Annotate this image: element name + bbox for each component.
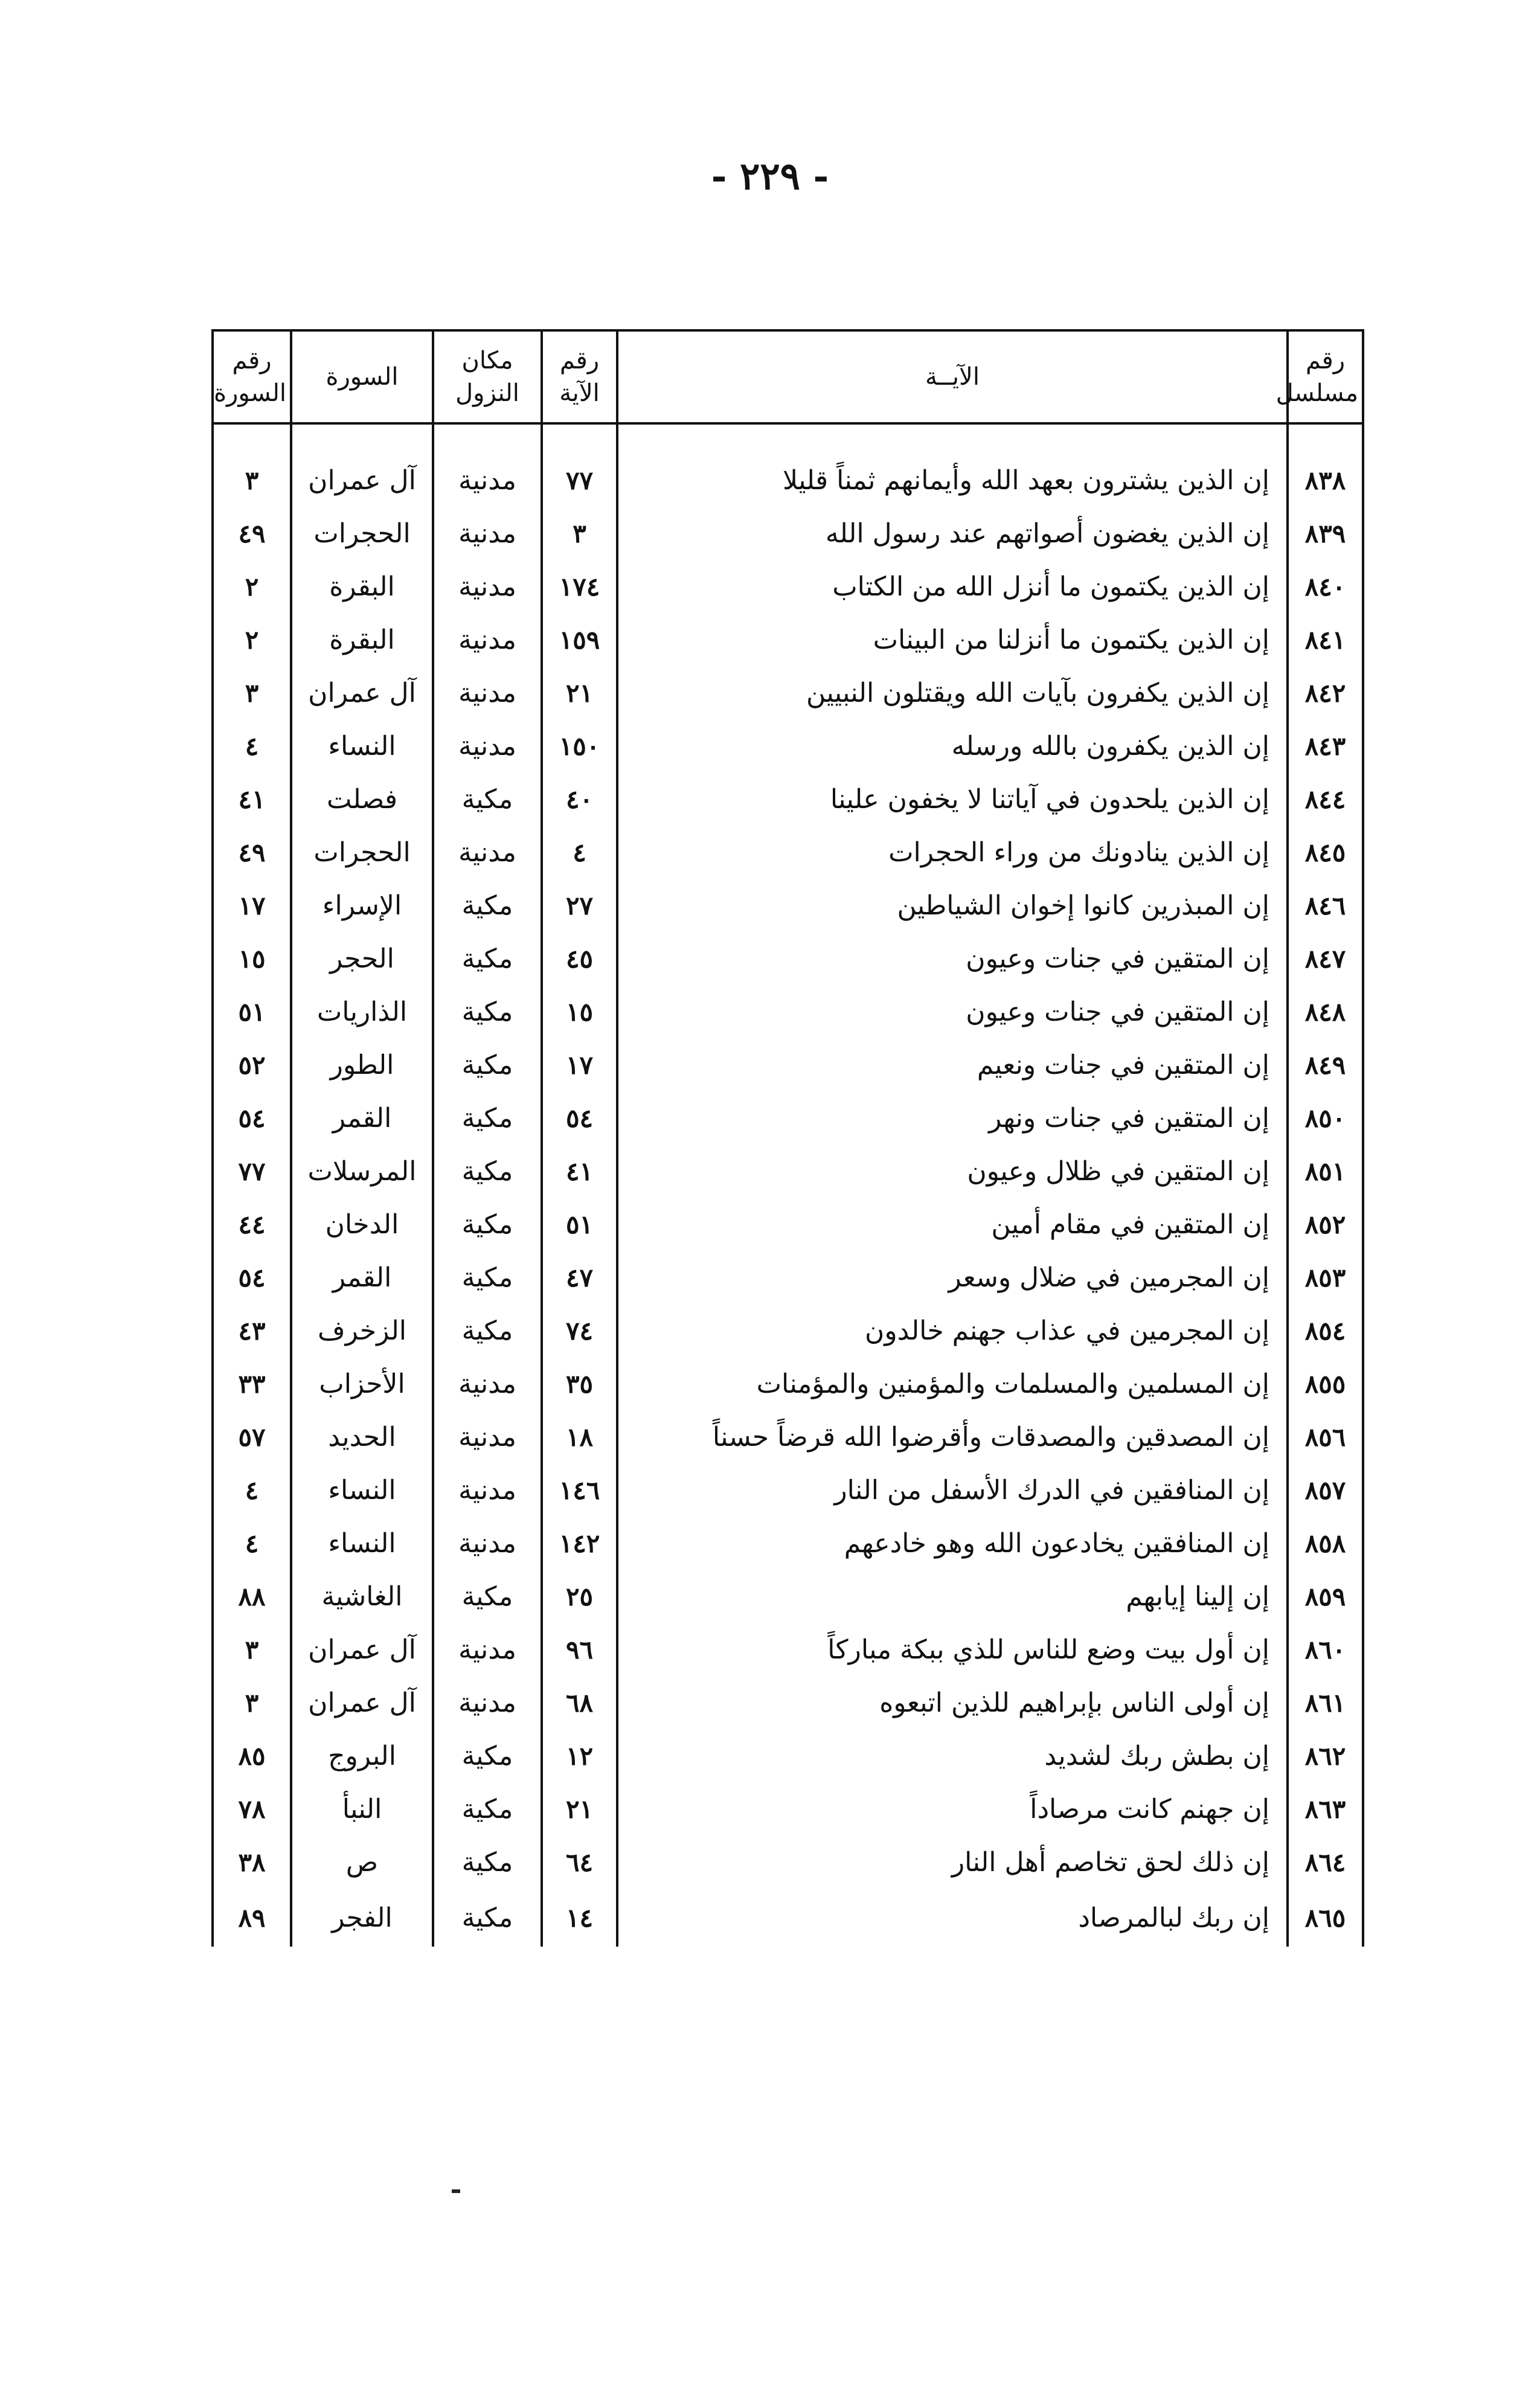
revelation-place-cell: مكية: [433, 1145, 542, 1198]
revelation-place-cell: مكية: [433, 1729, 542, 1782]
revelation-place-cell: مكية: [433, 932, 542, 985]
surah-number-cell: ٤٤: [213, 1198, 291, 1251]
revelation-place-cell: مدنية: [433, 454, 542, 507]
surah-name-cell: الذاريات: [291, 985, 433, 1038]
revelation-place-cell: مكية: [433, 1835, 542, 1889]
surah-name-cell: الحجرات: [291, 826, 433, 879]
serial-cell: ٨٥١: [1288, 1145, 1363, 1198]
surah-name-cell: الطور: [291, 1038, 433, 1091]
serial-cell: ٨٥٧: [1288, 1463, 1363, 1517]
ayah-number-cell: ٤: [542, 826, 617, 879]
ayah-text-cell: إن أولى الناس بإبراهيم للذين اتبعوه: [617, 1676, 1288, 1729]
ayah-number-cell: ١٧٤: [542, 560, 617, 613]
table-row: [213, 666, 1363, 719]
header-ayah-number: رقم الآية: [542, 330, 617, 423]
table-row: [213, 1304, 1363, 1357]
revelation-place-cell: مدنية: [433, 1517, 542, 1570]
ayah-text-cell: إن المتقين في جنات وعيون: [617, 985, 1288, 1038]
ayah-text-cell: إن المتقين في ظلال وعيون: [617, 1145, 1288, 1198]
revelation-place-cell: مكية: [433, 1304, 542, 1357]
surah-number-cell: ٤٩: [213, 507, 291, 560]
surah-name-cell: الحجر: [291, 932, 433, 985]
surah-name-cell: النساء: [291, 1463, 433, 1517]
ayah-number-cell: ١٤٢: [542, 1517, 617, 1570]
surah-name-cell: المرسلات: [291, 1145, 433, 1198]
surah-name-cell: الغاشية: [291, 1570, 433, 1623]
ayah-text-cell: إن الذين يكفرون بآيات الله ويقتلون النبيين: [617, 666, 1288, 719]
ayah-text-cell: إن المبذرين كانوا إخوان الشياطين: [617, 879, 1288, 932]
ayah-number-cell: ٢٥: [542, 1570, 617, 1623]
ayah-text-cell: إن الذين يلحدون في آياتنا لا يخفون علينا: [617, 772, 1288, 826]
ayah-text-cell: إن المجرمين في عذاب جهنم خالدون: [617, 1304, 1288, 1357]
surah-number-cell: ٤: [213, 1463, 291, 1517]
serial-cell: ٨٤٨: [1288, 985, 1363, 1038]
revelation-place-cell: مدنية: [433, 826, 542, 879]
table-row: [213, 1676, 1363, 1729]
revelation-place-cell: مكية: [433, 772, 542, 826]
surah-number-cell: ٧٨: [213, 1782, 291, 1835]
surah-name-cell: الدخان: [291, 1198, 433, 1251]
serial-cell: ٨٤٣: [1288, 719, 1363, 772]
ayah-text-cell: إن الذين يكتمون ما أنزل الله من الكتاب: [617, 560, 1288, 613]
ayah-number-cell: ٦٨: [542, 1676, 617, 1729]
surah-number-cell: ٤: [213, 719, 291, 772]
table-row: [213, 1782, 1363, 1835]
ayah-number-cell: ٢٧: [542, 879, 617, 932]
spacer-cell: [617, 423, 1288, 454]
ayah-number-cell: ١٨: [542, 1410, 617, 1463]
table-row: [213, 1517, 1363, 1570]
surah-name-cell: الحديد: [291, 1410, 433, 1463]
serial-cell: ٨٤٠: [1288, 560, 1363, 613]
spacer-cell: [1288, 423, 1363, 454]
surah-name-cell: النبأ: [291, 1782, 433, 1835]
surah-name-cell: الأحزاب: [291, 1357, 433, 1410]
surah-name-cell: الزخرف: [291, 1304, 433, 1357]
serial-cell: ٨٤٦: [1288, 879, 1363, 932]
serial-cell: ٨٣٨: [1288, 454, 1363, 507]
serial-cell: ٨٥٢: [1288, 1198, 1363, 1251]
serial-cell: ٨٥٣: [1288, 1251, 1363, 1304]
serial-cell: ٨٥٦: [1288, 1410, 1363, 1463]
ayah-number-cell: ٢١: [542, 666, 617, 719]
surah-number-cell: ٨٩: [213, 1889, 291, 1947]
surah-name-cell: القمر: [291, 1251, 433, 1304]
surah-number-cell: ٤: [213, 1517, 291, 1570]
surah-name-cell: البروج: [291, 1729, 433, 1782]
surah-number-cell: ٣: [213, 1676, 291, 1729]
ayah-number-cell: ٤٧: [542, 1251, 617, 1304]
ayah-text-cell: إن المنافقين في الدرك الأسفل من النار: [617, 1463, 1288, 1517]
serial-cell: ٨٥٤: [1288, 1304, 1363, 1357]
header-ayah: الآيــة: [617, 330, 1288, 423]
surah-number-cell: ٥١: [213, 985, 291, 1038]
ayah-text-cell: إن المتقين في مقام أمين: [617, 1198, 1288, 1251]
header-revelation-place: مكان النزول: [433, 330, 542, 423]
revelation-place-cell: مدنية: [433, 560, 542, 613]
revelation-place-cell: مدنية: [433, 613, 542, 666]
surah-name-cell: النساء: [291, 719, 433, 772]
ayah-text-cell: إن جهنم كانت مرصاداً: [617, 1782, 1288, 1835]
serial-cell: ٨٦٠: [1288, 1623, 1363, 1676]
ayah-number-cell: ١٥: [542, 985, 617, 1038]
revelation-place-cell: مدنية: [433, 1357, 542, 1410]
table-row: [213, 1038, 1363, 1091]
surah-number-cell: ٨٨: [213, 1570, 291, 1623]
table-row: [213, 1145, 1363, 1198]
revelation-place-cell: مدنية: [433, 1410, 542, 1463]
verse-index-table: [211, 329, 1364, 1947]
revelation-place-cell: مكية: [433, 1198, 542, 1251]
serial-cell: ٨٦٥: [1288, 1889, 1363, 1947]
surah-number-cell: ٣: [213, 1623, 291, 1676]
spacer-cell: [542, 423, 617, 454]
ayah-text-cell: إن بطش ربك لشديد: [617, 1729, 1288, 1782]
surah-number-cell: ٣٨: [213, 1835, 291, 1889]
revelation-place-cell: مدنية: [433, 507, 542, 560]
ayah-text-cell: إن المتقين في جنات ونهر: [617, 1091, 1288, 1145]
surah-number-cell: ٤٩: [213, 826, 291, 879]
spacer-cell: [433, 423, 542, 454]
ayah-number-cell: ٦٤: [542, 1835, 617, 1889]
revelation-place-cell: مكية: [433, 1251, 542, 1304]
table-row: [213, 1251, 1363, 1304]
surah-number-cell: ٧٧: [213, 1145, 291, 1198]
spacer-cell: [213, 423, 291, 454]
ayah-text-cell: إن الذين يشترون بعهد الله وأيمانهم ثمناً قليلا: [617, 454, 1288, 507]
ayah-number-cell: ٥١: [542, 1198, 617, 1251]
serial-cell: ٨٦٤: [1288, 1835, 1363, 1889]
ayah-number-cell: ٢١: [542, 1782, 617, 1835]
surah-number-cell: ٢: [213, 613, 291, 666]
table-row: [213, 1623, 1363, 1676]
surah-number-cell: ٥٧: [213, 1410, 291, 1463]
serial-cell: ٨٣٩: [1288, 507, 1363, 560]
header-surah-number: رقم السورة: [213, 330, 291, 423]
serial-cell: ٨٦١: [1288, 1676, 1363, 1729]
surah-number-cell: ٣: [213, 666, 291, 719]
page-number: - ٢٢٩ -: [711, 154, 829, 198]
ayah-number-cell: ٧٤: [542, 1304, 617, 1357]
surah-name-cell: ص: [291, 1835, 433, 1889]
table-row: [213, 1198, 1363, 1251]
revelation-place-cell: مكية: [433, 1038, 542, 1091]
ayah-number-cell: ٩٦: [542, 1623, 617, 1676]
ayah-number-cell: ١٢: [542, 1729, 617, 1782]
table-row: [213, 1410, 1363, 1463]
revelation-place-cell: مدنية: [433, 1623, 542, 1676]
spacer-row: [213, 423, 1363, 454]
serial-cell: ٨٤٥: [1288, 826, 1363, 879]
surah-number-cell: ١٧: [213, 879, 291, 932]
surah-name-cell: البقرة: [291, 560, 433, 613]
header-surah: السورة: [291, 330, 433, 423]
ayah-number-cell: ١٤٦: [542, 1463, 617, 1517]
surah-number-cell: ١٥: [213, 932, 291, 985]
ayah-text-cell: إن الذين ينادونك من وراء الحجرات: [617, 826, 1288, 879]
surah-number-cell: ٥٢: [213, 1038, 291, 1091]
serial-cell: ٨٤٧: [1288, 932, 1363, 985]
serial-cell: ٨٥٠: [1288, 1091, 1363, 1145]
ayah-number-cell: ٥٤: [542, 1091, 617, 1145]
table-row: [213, 1091, 1363, 1145]
revelation-place-cell: مكية: [433, 985, 542, 1038]
ayah-number-cell: ١٥٩: [542, 613, 617, 666]
ayah-number-cell: ١٤: [542, 1889, 617, 1947]
surah-name-cell: الفجر: [291, 1889, 433, 1947]
revelation-place-cell: مكية: [433, 879, 542, 932]
revelation-place-cell: مدنية: [433, 1463, 542, 1517]
surah-name-cell: القمر: [291, 1091, 433, 1145]
serial-cell: ٨٤٩: [1288, 1038, 1363, 1091]
table-row: [213, 1357, 1363, 1410]
revelation-place-cell: مكية: [433, 1570, 542, 1623]
serial-cell: ٨٤٤: [1288, 772, 1363, 826]
ayah-number-cell: ١٧: [542, 1038, 617, 1091]
surah-name-cell: آل عمران: [291, 1623, 433, 1676]
table-row: [213, 613, 1363, 666]
serial-cell: ٨٥٨: [1288, 1517, 1363, 1570]
ayah-number-cell: ٣٥: [542, 1357, 617, 1410]
ayah-text-cell: إن المصدقين والمصدقات وأقرضوا الله قرضاً حسناً: [617, 1410, 1288, 1463]
ayah-number-cell: ٤٠: [542, 772, 617, 826]
serial-cell: ٨٥٥: [1288, 1357, 1363, 1410]
surah-name-cell: آل عمران: [291, 454, 433, 507]
table-row: [213, 1463, 1363, 1517]
ayah-text-cell: إن ذلك لحق تخاصم أهل النار: [617, 1835, 1288, 1889]
table-row: [213, 454, 1363, 507]
ayah-text-cell: إن المتقين في جنات ونعيم: [617, 1038, 1288, 1091]
ayah-number-cell: ١٥٠: [542, 719, 617, 772]
revelation-place-cell: مدنية: [433, 666, 542, 719]
surah-number-cell: ٢: [213, 560, 291, 613]
spacer-cell: [291, 423, 433, 454]
revelation-place-cell: مكية: [433, 1091, 542, 1145]
revelation-place-cell: مكية: [433, 1889, 542, 1947]
table-row: [213, 1570, 1363, 1623]
revelation-place-cell: مدنية: [433, 1676, 542, 1729]
revelation-place-cell: مكية: [433, 1782, 542, 1835]
serial-cell: ٨٦٣: [1288, 1782, 1363, 1835]
scan-speck: [452, 2189, 460, 2193]
ayah-text-cell: إن الذين يكتمون ما أنزلنا من البينات: [617, 613, 1288, 666]
serial-cell: ٨٤٢: [1288, 666, 1363, 719]
table-row: [213, 719, 1363, 772]
ayah-text-cell: إن أول بيت وضع للناس للذي ببكة مباركاً: [617, 1623, 1288, 1676]
ayah-text-cell: إن المسلمين والمسلمات والمؤمنين والمؤمنات: [617, 1357, 1288, 1410]
table-header-row: [213, 330, 1363, 423]
surah-number-cell: ٤٣: [213, 1304, 291, 1357]
surah-number-cell: ٥٤: [213, 1251, 291, 1304]
ayah-number-cell: ٤١: [542, 1145, 617, 1198]
serial-cell: ٨٦٢: [1288, 1729, 1363, 1782]
table-row: [213, 772, 1363, 826]
table-row: [213, 826, 1363, 879]
ayah-text-cell: إن المتقين في جنات وعيون: [617, 932, 1288, 985]
table-row: [213, 1729, 1363, 1782]
ayah-text-cell: إن الذين يغضون أصواتهم عند رسول الله: [617, 507, 1288, 560]
revelation-place-cell: مدنية: [433, 719, 542, 772]
ayah-number-cell: ٣: [542, 507, 617, 560]
header-serial: رقم مسلسل: [1288, 330, 1363, 423]
serial-cell: ٨٥٩: [1288, 1570, 1363, 1623]
surah-name-cell: الحجرات: [291, 507, 433, 560]
surah-number-cell: ٨٥: [213, 1729, 291, 1782]
serial-cell: ٨٤١: [1288, 613, 1363, 666]
ayah-text-cell: إن ربك لبالمرصاد: [617, 1889, 1288, 1947]
table-row: [213, 1835, 1363, 1889]
ayah-number-cell: ٧٧: [542, 454, 617, 507]
surah-name-cell: الإسراء: [291, 879, 433, 932]
surah-number-cell: ٤١: [213, 772, 291, 826]
surah-number-cell: ٣: [213, 454, 291, 507]
ayah-text-cell: إن الذين يكفرون بالله ورسله: [617, 719, 1288, 772]
ayah-number-cell: ٤٥: [542, 932, 617, 985]
table-row: [213, 879, 1363, 932]
surah-name-cell: آل عمران: [291, 666, 433, 719]
table-row: [213, 507, 1363, 560]
surah-number-cell: ٥٤: [213, 1091, 291, 1145]
table-row: [213, 985, 1363, 1038]
surah-name-cell: النساء: [291, 1517, 433, 1570]
table-row: [213, 560, 1363, 613]
table-row: [213, 932, 1363, 985]
surah-name-cell: آل عمران: [291, 1676, 433, 1729]
ayah-text-cell: إن المجرمين في ضلال وسعر: [617, 1251, 1288, 1304]
table-row: [213, 1889, 1363, 1947]
ayah-text-cell: إن المنافقين يخادعون الله وهو خادعهم: [617, 1517, 1288, 1570]
surah-name-cell: البقرة: [291, 613, 433, 666]
ayah-text-cell: إن إلينا إيابهم: [617, 1570, 1288, 1623]
surah-name-cell: فصلت: [291, 772, 433, 826]
surah-number-cell: ٣٣: [213, 1357, 291, 1410]
